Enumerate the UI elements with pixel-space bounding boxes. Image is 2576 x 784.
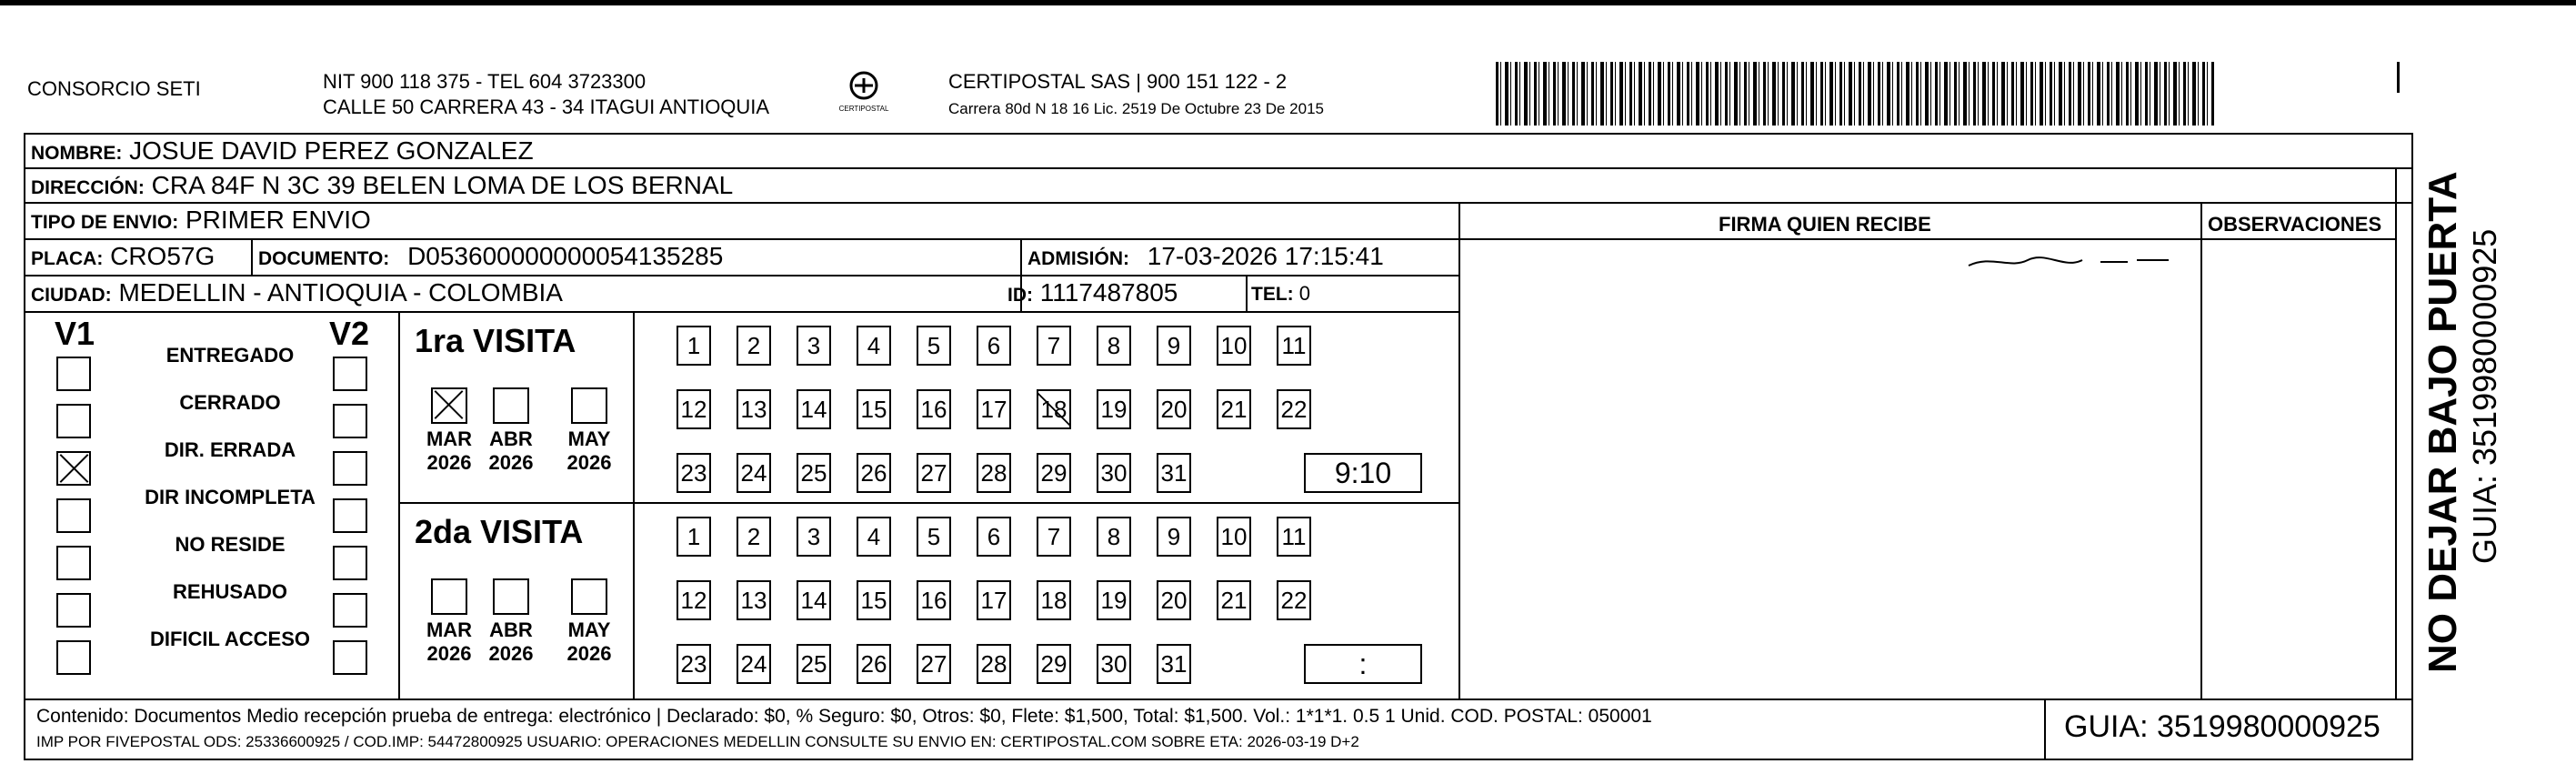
row-line [398,502,635,504]
day-box[interactable]: 14 [797,580,831,620]
col-line [251,238,253,275]
signature-scribble [1964,246,2173,273]
day-box[interactable]: 27 [917,453,951,493]
v2-checkbox[interactable] [333,640,367,675]
v1-checkbox[interactable] [56,404,91,438]
day-box[interactable]: 11 [1277,517,1311,557]
day-box[interactable]: 26 [857,644,891,684]
v1-checkbox[interactable] [56,640,91,675]
row-line [24,699,2413,700]
day-box[interactable]: 15 [857,580,891,620]
day-box[interactable]: 30 [1097,644,1131,684]
day-box[interactable]: 5 [917,517,951,557]
day-box[interactable]: 14 [797,389,831,429]
footer-contenido: Contenido: Documentos Medio recepción prueba de entrega: electrónico | Declarado: $0, % Seguro: $0, Otros: $0, Flete: $1,500, Total: $1,500. Vol.: 1*1*1. 0.5 1 Unid. COD. POSTAL: 050001 [36,706,1652,727]
admision-value: 17-03-2026 17:15:41 [1147,242,1384,270]
day-box[interactable]: 21 [1217,580,1251,620]
month-checkbox[interactable] [493,387,529,424]
day-box[interactable]: 27 [917,644,951,684]
tick-mark [2397,62,2400,93]
day-box[interactable]: 17 [977,389,1011,429]
time-box[interactable]: 9:10 [1304,453,1422,493]
month-label: MAY [567,427,611,450]
col-line [633,311,635,699]
day-box[interactable]: 22 [1277,580,1311,620]
month-label: MAR [426,618,473,641]
day-box[interactable]: 28 [977,644,1011,684]
frame-bottom [24,759,2413,760]
day-box[interactable]: 6 [977,326,1011,366]
status-option-label: ENTREGADO [165,344,295,367]
day-box[interactable]: 28 [977,453,1011,493]
day-box[interactable]: 6 [977,517,1011,557]
tel-value: 0 [1298,282,1311,305]
v2-checkbox[interactable] [333,498,367,533]
v1-checkbox[interactable] [56,357,91,391]
day-box[interactable]: 12 [677,580,711,620]
day-box[interactable]: 15 [857,389,891,429]
month-checkbox[interactable] [571,578,607,615]
year-label: 2026 [566,642,612,665]
carrier-line: CERTIPOSTAL SAS | 900 151 122 - 2 [948,70,1288,93]
v1-checkbox[interactable] [56,498,91,533]
tipo-envio-label: TIPO DE ENVIO: [31,212,179,233]
frame-left [24,133,25,760]
status-option-label: NO RESIDE [175,533,286,556]
frame-right [2411,133,2413,760]
day-box[interactable]: 16 [917,389,951,429]
day-box[interactable]: 1 [677,517,711,557]
month-checkbox[interactable] [571,387,607,424]
day-box[interactable]: 26 [857,453,891,493]
status-option-label: DIR. ERRADA [164,438,296,461]
placa-value: CRO57G [110,242,216,270]
documento-label: DOCUMENTO: [258,248,390,269]
day-box[interactable]: 20 [1157,580,1191,620]
ciudad-label: CIUDAD: [31,285,112,306]
day-box[interactable]: 31 [1157,453,1191,493]
day-box[interactable]: 5 [917,326,951,366]
frame-top [24,133,2413,135]
day-box[interactable]: 4 [857,326,891,366]
row-line [24,167,2413,169]
month-checkbox[interactable] [493,578,529,615]
address-line: CALLE 50 CARRERA 43 - 34 ITAGUI ANTIOQUIA [323,95,770,118]
v1-checkbox[interactable] [56,593,91,628]
year-label: 2026 [488,642,534,665]
day-box[interactable]: 30 [1097,453,1131,493]
v2-label: V2 [329,315,370,352]
day-box[interactable]: 25 [797,453,831,493]
day-box[interactable]: 23 [677,644,711,684]
row-line [633,502,1458,504]
month-label: ABR [489,427,533,450]
day-box[interactable]: 17 [977,580,1011,620]
day-box[interactable]: 11 [1277,326,1311,366]
day-box[interactable]: 29 [1037,644,1071,684]
day-box[interactable]: 9 [1157,326,1191,366]
company-name: CONSORCIO SETI [27,77,201,100]
year-label: 2026 [488,451,534,474]
day-box[interactable]: 12 [677,389,711,429]
year-label: 2026 [566,451,612,474]
status-option-label: REHUSADO [173,580,287,603]
time-box[interactable]: : [1304,644,1422,684]
logo-text: CERTIPOSTAL [838,105,889,113]
day-box[interactable]: 8 [1097,326,1131,366]
day-box[interactable]: 18 [1037,389,1071,429]
day-box[interactable]: 3 [797,517,831,557]
footer-imp-line: IMP POR FIVEPOSTAL ODS: 25336600925 / COD.IMP: 54472800925 USUARIO: OPERACIONES MEDELLIN CONSULTE SU ENVIO EN: CERTIPOSTAL.COM SOBRE ETA: 2026-03-19 D+2 [36,733,1359,750]
month-checkbox[interactable] [431,578,467,615]
day-box[interactable]: 10 [1217,517,1251,557]
status-option-label: DIFICIL ACCESO [149,628,310,650]
tipo-envio-value: PRIMER ENVIO [185,206,371,234]
top-border [0,0,2576,5]
day-box[interactable]: 25 [797,644,831,684]
v2-checkbox[interactable] [333,451,367,486]
row-line [24,311,1460,313]
side-warning: NO DEJAR BAJO PUERTA [2421,171,2465,673]
barcode [1496,62,2214,126]
day-box[interactable]: 19 [1097,580,1131,620]
day-box[interactable]: 10 [1217,326,1251,366]
admision-label: ADMISIÓN: [1027,248,1129,269]
month-label: MAY [567,618,611,641]
direccion-value: CRA 84F N 3C 39 BELEN LOMA DE LOS BERNAL [151,171,734,199]
v1-checkbox[interactable] [56,451,91,486]
v2-checkbox[interactable] [333,357,367,391]
id-value: 1117487805 [1039,278,1178,307]
visit-title: 2da VISITA [415,513,584,550]
day-box[interactable]: 3 [797,326,831,366]
day-box[interactable]: 24 [737,644,771,684]
side-guia: GUIA: 3519980000925 [2466,228,2503,564]
tel-label: TEL: [1251,284,1294,305]
day-box[interactable]: 19 [1097,389,1131,429]
col-line [2200,202,2202,699]
row-line [24,275,1460,276]
month-checkbox[interactable] [431,387,467,424]
firma-label: FIRMA QUIEN RECIBE [1719,213,1931,236]
v1-checkbox[interactable] [56,546,91,580]
nombre-label: NOMBRE: [31,143,123,164]
col-line [2395,167,2397,699]
status-option-label: CERRADO [179,391,281,414]
certipostal-logo [837,69,891,120]
v2-checkbox[interactable] [333,546,367,580]
v2-checkbox[interactable] [333,404,367,438]
day-box[interactable]: 18 [1037,580,1071,620]
day-box[interactable]: 1 [677,326,711,366]
month-label: ABR [489,618,533,641]
day-box[interactable]: 9 [1157,517,1191,557]
license-line: Carrera 80d N 18 16 Lic. 2519 De Octubre 23 De 2015 [948,100,1324,117]
visit-title: 1ra VISITA [415,322,576,359]
day-box[interactable]: 13 [737,389,771,429]
v1-label: V1 [55,315,95,352]
day-box[interactable]: 8 [1097,517,1131,557]
day-box[interactable]: 23 [677,453,711,493]
day-box[interactable]: 2 [737,517,771,557]
year-label: 2026 [426,451,472,474]
id-label: ID: [1007,285,1033,306]
col-line [1246,275,1248,311]
day-box[interactable]: 22 [1277,389,1311,429]
footer-guia: GUIA: 3519980000925 [2064,709,2381,744]
day-box[interactable]: 4 [857,517,891,557]
row-line [24,202,2413,204]
col-line [398,311,400,699]
day-box[interactable]: 20 [1157,389,1191,429]
day-box[interactable]: 29 [1037,453,1071,493]
day-box[interactable]: 24 [737,453,771,493]
documento-value: D053600000000054135285 [407,242,724,270]
col-line [1458,202,1460,699]
day-box[interactable]: 7 [1037,517,1071,557]
direccion-label: DIRECCIÓN: [31,177,145,198]
nit-line: NIT 900 118 375 - TEL 604 3723300 [323,70,647,93]
row-line [24,238,2395,240]
day-box[interactable]: 2 [737,326,771,366]
v2-checkbox[interactable] [333,593,367,628]
day-box[interactable]: 31 [1157,644,1191,684]
status-option-label: DIR INCOMPLETA [145,486,316,508]
observaciones-label: OBSERVACIONES [2208,213,2382,236]
day-box[interactable]: 7 [1037,326,1071,366]
placa-label: PLACA: [31,248,104,269]
day-box[interactable]: 13 [737,580,771,620]
day-box[interactable]: 16 [917,580,951,620]
month-label: MAR [426,427,473,450]
col-line [2044,699,2046,759]
ciudad-value: MEDELLIN - ANTIOQUIA - COLOMBIA [118,278,563,307]
year-label: 2026 [426,642,472,665]
nombre-value: JOSUE DAVID PEREZ GONZALEZ [129,136,534,165]
day-box[interactable]: 21 [1217,389,1251,429]
